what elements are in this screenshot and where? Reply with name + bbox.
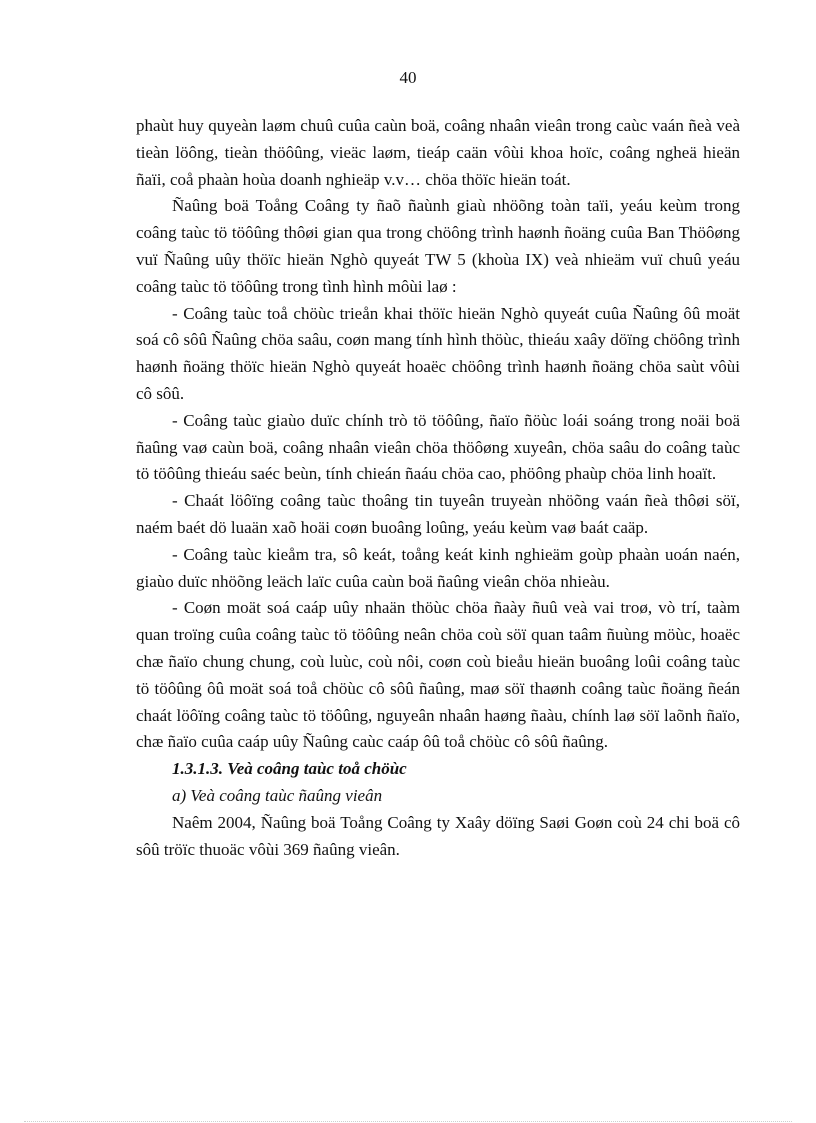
paragraph: phaùt huy quyeàn laøm chuû cuûa caùn boä, coâng nhaân vieân trong caùc vaán ñeà veà tieàn löông, tieàn thöôûng, vieäc laøm, tieáp caän vôùi khoa hoïc, coâng ngheä hieän ñaïi, coå phaàn hoùa doanh nghieäp v.v… chöa thöïc hieän toát. bbox=[136, 116, 740, 189]
paragraph: - Coâng taùc kieåm tra, sô keát, toång keát kinh nghieäm goùp phaàn uoán naén, giaùo duïc nhöõng leäch laïc cuûa caùn boä ñaûng vieân chöa nhieàu. bbox=[136, 544, 740, 591]
page-number: 40 bbox=[399, 68, 417, 87]
paragraph: - Coøn moät soá caáp uûy nhaän thöùc chöa ñaày ñuû veà vai troø, vò trí, taàm quan troïng cuûa coâng taùc tö töôûng neân chöa coù söï quan taâm ñuùng möùc, hoaëc chæ ñaïo chung chung, coù luùc, coù nôi, coøn coù bieåu hieän buoâng loûi coâng taùc tö töôûng ôû moät soá toå chöùc cô sôû ñaûng, maø söï thaønh coâng taùc ñoäng ñeán chaát löôïng coâng taùc tö töôûng, nguyeân nhaân haøng ñaàu, chính laø söï laõnh ñaïo, chæ ñaïo cuûa caáp uûy Ñaûng caùc caáp ôû toå chöùc cô sôû ñaûng. bbox=[136, 598, 740, 752]
paragraph: Naêm 2004, Ñaûng boä Toång Coâng ty Xaây döïng Saøi Goøn coù 24 chi boä cô sôû tröïc thuoäc vôùi 369 ñaûng vieân. bbox=[136, 812, 740, 859]
page-bottom-divider bbox=[24, 1121, 792, 1122]
paragraph: - Chaát löôïng coâng taùc thoâng tin tuyeân truyeàn nhöõng vaán ñeà thôøi söï, naém baét dö luaän xaõ hoäi coøn buoâng loûng, yeáu keùm vaø baát caäp. bbox=[136, 491, 740, 537]
paragraph: Ñaûng boä Toång Coâng ty ñaõ ñaùnh giaù nhöõng toàn taïi, yeáu keùm trong coâng taùc tö töôûng thôøi gian qua trong chöông trình haønh ñoäng cuûa Ban Thöôøng vuï Ñaûng uûy thöïc hieän Nghò quyeát TW 5 (khoùa IX) veà nhieäm vuï chuû yeáu coâng taùc tö töôûng trong tình hình môùi laø : bbox=[136, 196, 740, 296]
section-heading: 1.3.1.3. Veà coâng taùc toå chöùc bbox=[172, 759, 407, 779]
paragraph: - Coâng taùc toå chöùc trieån khai thöïc hieän Nghò quyeát cuûa Ñaûng ôû moät soá cô sôû Ñaûng chöa saâu, coøn mang tính hình thöùc, thieáu xaây döïng chöông trình haønh ñoäng thöïc hieän Nghò quyeát hoaëc chöông trình haønh ñoäng chöa saùt vôùi cô sôû. bbox=[136, 303, 740, 403]
body-text bbox=[136, 113, 740, 863]
paragraph: - Coâng taùc giaùo duïc chính trò tö töôûng, ñaïo ñöùc loái soáng trong noäi boä ñaûng vaø caùn boä, coâng nhaân vieân chöa thöôøng xuyeân, chöa saâu do coâng taùc tö töôûng thieáu saéc beùn, tính chieán ñaáu chöa cao, phöông phaùp chöa linh hoaït. bbox=[136, 410, 740, 484]
subsection-heading: a) Veà coâng taùc ñaûng vieân bbox=[172, 785, 383, 805]
